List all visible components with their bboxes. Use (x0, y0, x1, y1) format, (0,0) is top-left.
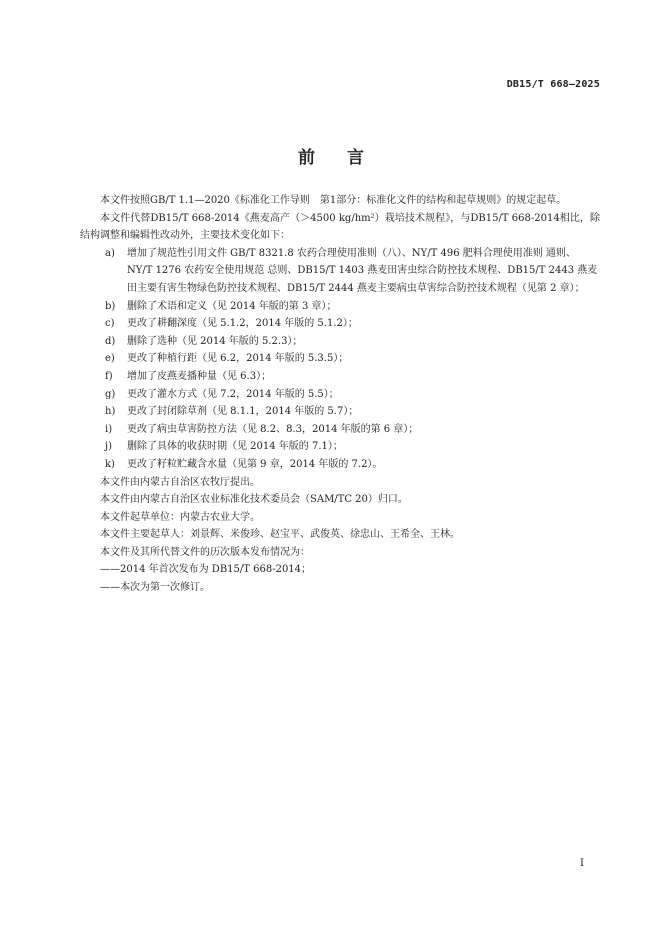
closing-paragraph: 本文件起草单位：内蒙古农业大学。 (100, 511, 260, 523)
foreword-body (80, 192, 600, 597)
document-code: DB15/T 668—2025 (506, 79, 600, 90)
page-title (0, 143, 662, 168)
closing-paragraph: 本文件及其所代替文件的历次版本发布情况为： (100, 546, 310, 558)
list-item (80, 403, 600, 421)
title-char-1: 前 (298, 148, 315, 168)
list-marker: f) (105, 370, 113, 382)
list-item (80, 245, 600, 298)
list-marker: e) (105, 353, 115, 365)
list-item-text: 删除了选种（见 2014 年版的 5.2.3）； (127, 335, 303, 347)
closing-paragraph: 本文件主要起草人：刘景辉、米俊珍、赵宝平、武俊英、徐忠山、王希全、王林。 (100, 529, 460, 541)
intro-paragraph: 本文件按照GB/T 1.1—2020《标准化工作导则 第1部分：标准化文件的结构和起草规则》的规定起草。 (100, 195, 567, 206)
list-marker: d) (105, 335, 116, 347)
list-item-text: 更改了灌水方式（见 7.2，2014 年版的 5.5）； (127, 388, 339, 400)
list-marker: b) (105, 300, 116, 312)
list-marker: g) (105, 388, 116, 400)
list-item (80, 368, 600, 386)
list-item-text: 更改了种植行距（见 6.2，2014 年版的 5.3.5）； (127, 353, 349, 365)
list-item-text: 更改了耕翻深度（见 5.1.2，2014 年版的 5.1.2）； (127, 318, 358, 330)
list-marker: i) (105, 423, 113, 435)
list-item-text: 删除了具体的收获时期（见 2014 年版的 7.1）； (127, 441, 343, 453)
closing-paragraph: 本文件由内蒙古自治区农牧厅提出。 (100, 476, 260, 488)
changes-list (80, 245, 600, 474)
page-number: I (580, 858, 584, 869)
list-item (80, 421, 600, 439)
list-item-text: 增加了规范性引用文件 GB/T 8321.8 农药合理使用准则（八）、NY/T 496 肥料合理使用准则 通则、NY/T 1276 农药安全使用规范 总则、DB15/T 1403 燕麦田害虫综合防控技术规程、DB15/T 2443 燕麦田主要有害生物绿色防控技术规程、DB15/T 2444 燕麦主要病虫草害综合防控技术规程（见第 2 章）； (127, 247, 598, 294)
list-item (80, 456, 600, 474)
list-item (80, 350, 600, 368)
list-marker: c) (105, 318, 115, 330)
closing-paragraph: 本文件由内蒙古自治区农业标准化技术委员会（SAM/TC 20）归口。 (100, 494, 408, 506)
list-item (80, 315, 600, 333)
list-item-text: 更改了籽粒贮藏含水量（见第 9 章，2014 年版的 7.2）。 (127, 458, 383, 470)
title-char-2: 言 (347, 148, 364, 168)
list-item-text: 删除了术语和定义（见 2014 年版的第 3 章）； (127, 300, 337, 312)
list-item-text: 更改了封闭除草剂（见 8.1.1，2014 年版的 5.7）； (127, 406, 359, 418)
list-item-text: 更改了病虫草害防控方法（见 8.2、8.3，2014 年版的第 6 章）； (127, 423, 419, 435)
list-item (80, 438, 600, 456)
history-item: ——本次为第一次修订。 (100, 582, 210, 594)
history-item: ——2014 年首次发布为 DB15/T 668-2014； (100, 564, 312, 576)
list-marker: a) (105, 247, 115, 259)
list-item (80, 333, 600, 351)
list-marker: k) (105, 458, 115, 470)
list-marker: j) (105, 441, 113, 453)
list-marker: h) (105, 406, 116, 418)
list-item-text: 增加了皮燕麦播种量（见 6.3）； (127, 370, 272, 382)
intro-paragraph: 本文件代替DB15/T 668-2014《燕麦高产（＞4500 kg/hm²）栽培技术规程》，与DB15/T 668-2014相比，除结构调整和编辑性改动外，主要技术变化如下： (80, 212, 600, 242)
list-item (80, 386, 600, 404)
list-item (80, 298, 600, 316)
